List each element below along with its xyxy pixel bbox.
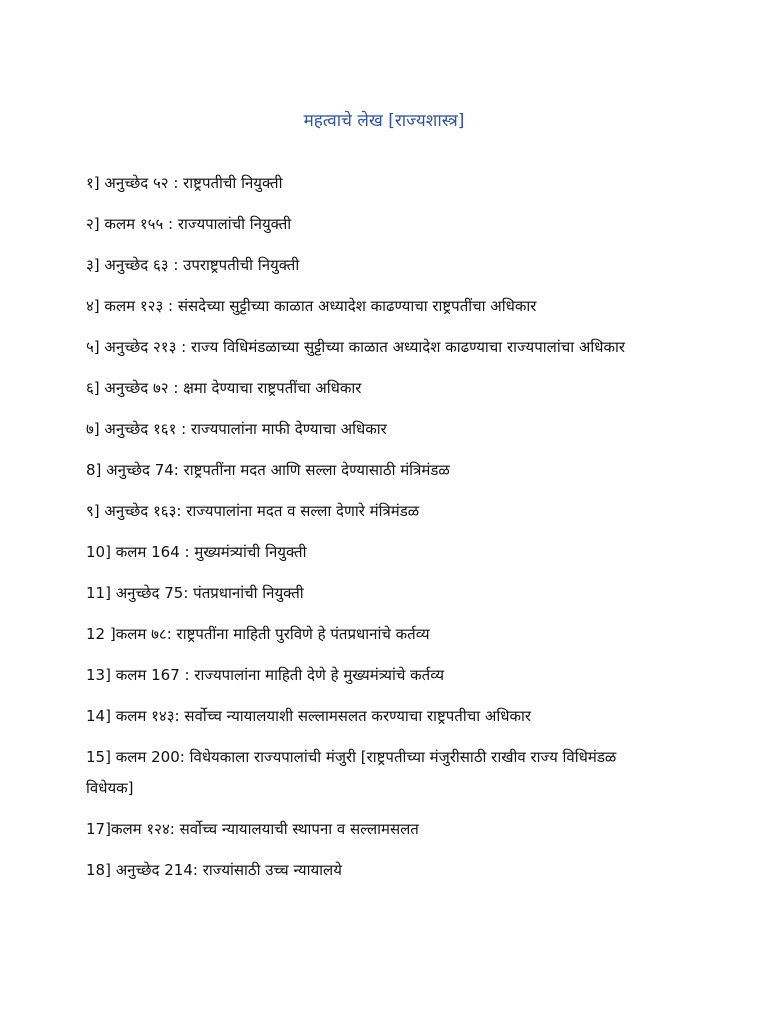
list-item: ६] अनुच्छेद ७२ : क्षमा देण्याचा राष्ट्रपतींचा अधिकार (86, 379, 362, 397)
list-item: 8] अनुच्छेद 74: राष्ट्रपतींना मदत आणि सल्ला देण्यासाठी मंत्रिमंडळ (86, 461, 450, 479)
list-item: 12 ]कलम ७८: राष्ट्रपतींना माहिती पुरविणे हे पंतप्रधानांचे कर्तव्य (86, 625, 430, 643)
list-item: 14] कलम १४३: सर्वोच्च न्यायालयाशी सल्लामसलत करण्याचा राष्ट्रपतीचा अधिकार (86, 707, 531, 725)
list-item: ४] कलम १२३ : संसदेच्या सुट्टीच्या काळात अध्यादेश काढण्याचा राष्ट्रपतींचा अधिकार (86, 297, 537, 315)
list-item: 10] कलम 164 : मुख्यमंत्र्यांची नियुक्ती (86, 543, 307, 561)
list-item: 13] कलम 167 : राज्यपालांना माहिती देणे हे मुख्यमंत्र्यांचे कर्तव्य (86, 666, 445, 684)
list-item: ७] अनुच्छेद १६१ : राज्यपालांना माफी देण्याचा अधिकार (86, 420, 387, 438)
list-item: ५] अनुच्छेद २१३ : राज्य विधिमंडळाच्या सुट्टीच्या काळात अध्यादेश काढण्याचा राज्यपालांचा अधिकार (86, 338, 626, 356)
article-list (86, 168, 666, 896)
list-item: ९] अनुच्छेद १६३: राज्यपालांना मदत व सल्ला देणारे मंत्रिमंडळ (86, 502, 420, 520)
list-item: १] अनुच्छेद ५२ : राष्ट्रपतीची नियुक्ती (86, 174, 283, 192)
document-title: महत्वाचे लेख [राज्यशास्त्र] (303, 111, 465, 131)
list-item: 18] अनुच्छेद 214: राज्यांसाठी उच्च न्यायालये (86, 861, 342, 879)
list-item: ३] अनुच्छेद ६३ : उपराष्ट्रपतीची नियुक्ती (86, 256, 300, 274)
list-item: 15] कलम 200: विधेयकाला राज्यपालांची मंजुरी [राष्ट्रपतीच्या मंजुरीसाठी राखीव राज्य विधिमंडळ विधेयक] (86, 748, 617, 797)
list-item: 17]कलम १२४: सर्वोच्च न्यायालयाची स्थापना व सल्लामसलत (86, 820, 419, 838)
list-item: 11] अनुच्छेद 75: पंतप्रधानांची नियुक्ती (86, 584, 304, 602)
list-item: २] कलम १५५ : राज्यपालांची नियुक्ती (86, 215, 292, 233)
